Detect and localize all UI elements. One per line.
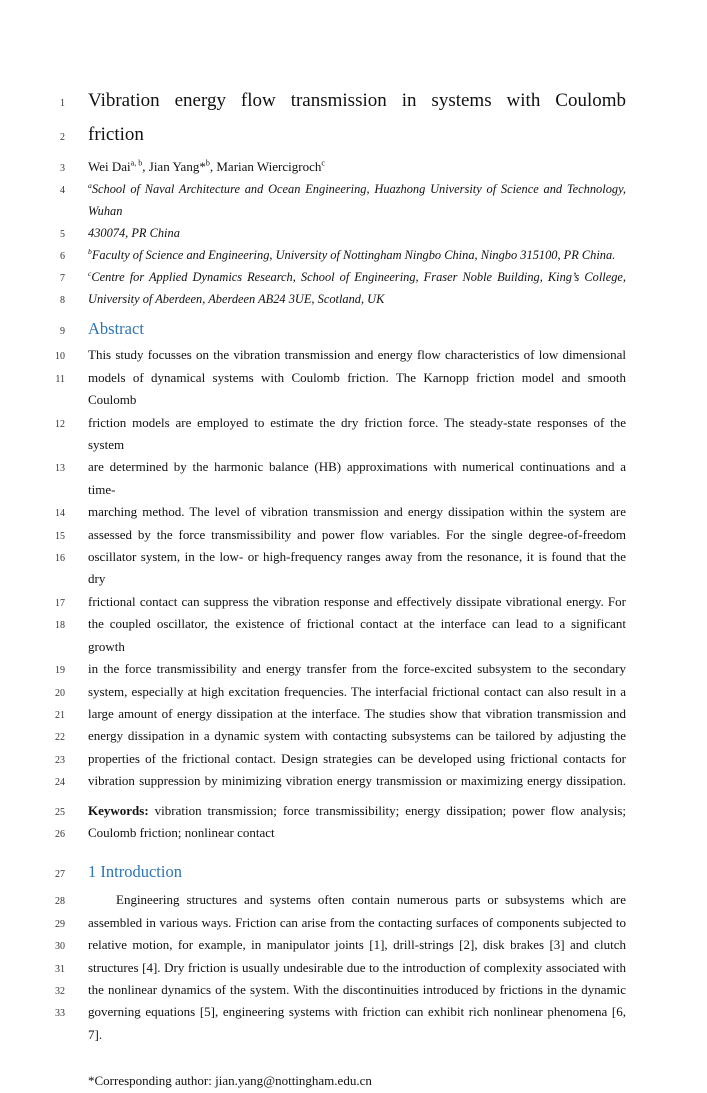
abstract-text-line [27, 703, 707, 725]
introduction-body [27, 889, 707, 1046]
affil-sup: a [88, 181, 92, 191]
line-number: 1 [60, 98, 65, 109]
line-number: 22 [55, 732, 65, 744]
affil-sup: c [88, 269, 92, 279]
title-line [27, 118, 707, 152]
introduction-text-line [27, 979, 707, 1001]
abstract-text-line [27, 591, 707, 613]
abstract-text: energy dissipation in a dynamic system with contacting subsystems can be tailored by adjusting the [88, 728, 626, 744]
affil-sup: b [88, 247, 92, 257]
line-number: 19 [55, 665, 65, 677]
introduction-text: assembled in various ways. Friction can arise from the contacting surfaces of components subjected to [88, 914, 626, 930]
line-number: 6 [60, 251, 65, 263]
affiliation-line [27, 288, 707, 310]
line-number: 17 [55, 597, 65, 609]
abstract-text: in the force transmissibility and energy transfer from the force-excited subsystem to the secondary [88, 661, 626, 677]
author-affil-sup: b [205, 158, 210, 168]
abstract-text-line [27, 524, 707, 546]
line-number: 16 [55, 553, 65, 565]
abstract-text-line [27, 748, 707, 770]
page-title-line-1: Vibration energy flow transmission in systems with Coulomb [88, 90, 626, 111]
line-number: 13 [55, 463, 65, 475]
affiliation-a [88, 178, 626, 222]
author-name: , Jian Yang* [142, 159, 206, 174]
affiliation-c-cont: University of Aberdeen, Aberdeen AB24 3UE, Scotland, UK [88, 292, 385, 307]
page-title-line-2: friction [88, 124, 144, 145]
line-number: 7 [60, 273, 65, 285]
abstract-text: oscillator system, in the low- or high-frequency ranges away from the resonance, it is found that the dry [88, 549, 626, 587]
line-number: 32 [55, 985, 65, 997]
introduction-text: the nonlinear dynamics of the system. With the discontinuities introduced by frictions in the dynamic [88, 981, 626, 997]
abstract-heading-row [27, 316, 707, 342]
line-number: 9 [60, 326, 65, 338]
abstract-text-line [27, 344, 707, 366]
keywords-block [27, 800, 707, 845]
introduction-heading-row [27, 859, 707, 885]
line-number: 5 [60, 229, 65, 241]
line-number: 10 [55, 351, 65, 363]
abstract-text: system, especially at high excitation frequencies. The interfacial frictional contact can also result in a [88, 683, 626, 699]
introduction-text: governing equations [5], engineering systems with friction can exhibit rich nonlinear phenomena [6, 7]. [88, 1004, 626, 1042]
abstract-text: vibration suppression by minimizing vibration energy transmission or maximizing energy dissipation. [88, 773, 626, 789]
abstract-text: the coupled oscillator, the existence of frictional contact at the interface can lead to a significant growth [88, 616, 626, 654]
line-number: 29 [55, 918, 65, 930]
affiliation-line [27, 266, 707, 288]
line-number: 33 [55, 1008, 65, 1020]
section-heading-introduction: 1 Introduction [88, 862, 182, 882]
line-number: 14 [55, 508, 65, 520]
line-number: 24 [55, 777, 65, 789]
abstract-text-line [27, 613, 707, 658]
line-number: 25 [55, 806, 65, 818]
line-number: 15 [55, 530, 65, 542]
abstract-text-line [27, 546, 707, 591]
author-name: Wei Dai [88, 159, 131, 174]
abstract-text: are determined by the harmonic balance (HB) approximations with numerical continuations and a time- [88, 459, 626, 497]
line-number: 20 [55, 687, 65, 699]
affil-text: School of Naval Architecture and Ocean Engineering, Huazhong University of Science and Technology, Wuhan [88, 182, 626, 219]
author-affil-sup: c [321, 158, 325, 168]
section-heading-abstract: Abstract [88, 319, 144, 339]
affil-text: Faculty of Science and Engineering, University of Nottingham Ningbo China, Ningbo 315100, PR China. [91, 248, 616, 263]
affiliations-block [27, 178, 707, 310]
abstract-text: frictional contact can suppress the vibration response and effectively dissipate vibrational energy. For [88, 593, 626, 609]
keywords-text [88, 800, 626, 822]
abstract-body [27, 344, 707, 792]
keywords-line [27, 800, 707, 822]
introduction-text: relative motion, for example, in manipulator joints [1], drill-strings [2], disk brakes [3] and clutch [88, 937, 626, 953]
line-number: 2 [60, 132, 65, 143]
line-number: 31 [55, 963, 65, 975]
affiliation-b [88, 244, 626, 266]
line-number: 28 [55, 896, 65, 908]
abstract-text: properties of the frictional contact. Design strategies can be developed using frictional contacts for [88, 750, 626, 766]
abstract-text-line [27, 456, 707, 501]
abstract-text-line [27, 501, 707, 523]
introduction-text: structures [4]. Dry friction is usually undesirable due to the introduction of complexity associated with [88, 959, 626, 975]
title-line [27, 84, 707, 118]
abstract-text-line [27, 681, 707, 703]
abstract-text: marching method. The level of vibration transmission and energy dissipation within the system are [88, 504, 626, 520]
abstract-text-line [27, 412, 707, 457]
introduction-text-line [27, 957, 707, 979]
line-number: 4 [60, 185, 65, 197]
line-number: 23 [55, 754, 65, 766]
keywords-list: vibration transmission; force transmissibility; energy dissipation; power flow analysis; [148, 802, 626, 818]
abstract-text: This study focusses on the vibration transmission and energy flow characteristics of low dimensional [88, 347, 626, 363]
corresponding-author-note: *Corresponding author: jian.yang@nottingham.edu.cn [88, 1073, 372, 1089]
authors-line [27, 156, 707, 178]
line-number: 21 [55, 709, 65, 721]
introduction-text-line [27, 1001, 707, 1046]
author-affil-sup: a, b [130, 158, 143, 168]
affiliation-line [27, 222, 707, 244]
affiliation-a-cont: 430074, PR China [88, 226, 180, 241]
abstract-text: assessed by the force transmissibility and power flow variables. For the single degree-of-freedom [88, 526, 626, 542]
footnote-row [27, 1070, 707, 1092]
line-number: 12 [55, 418, 65, 430]
affiliation-line [27, 244, 707, 266]
line-number: 26 [55, 828, 65, 840]
line-number: 3 [60, 163, 65, 174]
abstract-text-line [27, 367, 707, 412]
line-number: 11 [55, 373, 65, 385]
introduction-text-line [27, 934, 707, 956]
keywords-list-cont: Coulomb friction; nonlinear contact [88, 824, 275, 840]
introduction-text-line [27, 912, 707, 934]
affiliation-c [88, 266, 626, 288]
abstract-text-line [27, 658, 707, 680]
abstract-text-line [27, 725, 707, 747]
keywords-line [27, 822, 707, 844]
introduction-text-line [27, 889, 707, 911]
title-block [27, 84, 707, 152]
authors-block [27, 156, 707, 178]
line-number: 27 [55, 869, 65, 881]
affil-text: Centre for Applied Dynamics Research, School of Engineering, Fraser Noble Building, King’s College, [91, 270, 626, 285]
line-number: 18 [55, 620, 65, 632]
keywords-label: Keywords: [88, 802, 149, 818]
introduction-text: Engineering structures and systems often contain numerous parts or subsystems which are [116, 892, 626, 908]
authors-text [88, 156, 626, 178]
abstract-text: large amount of energy dissipation at the interface. The studies show that vibration transmission and [88, 705, 626, 721]
affiliation-line [27, 178, 707, 222]
abstract-text: friction models are employed to estimate the dry friction force. The steady-state responses of the system [88, 414, 626, 453]
line-number: 8 [60, 295, 65, 307]
abstract-text: models of dynamical systems with Coulomb friction. The Karnopp friction model and smooth Coulomb [88, 369, 626, 408]
line-number: 30 [55, 941, 65, 953]
author-name: , Marian Wiercigroch [209, 159, 322, 174]
abstract-text-line [27, 770, 707, 792]
